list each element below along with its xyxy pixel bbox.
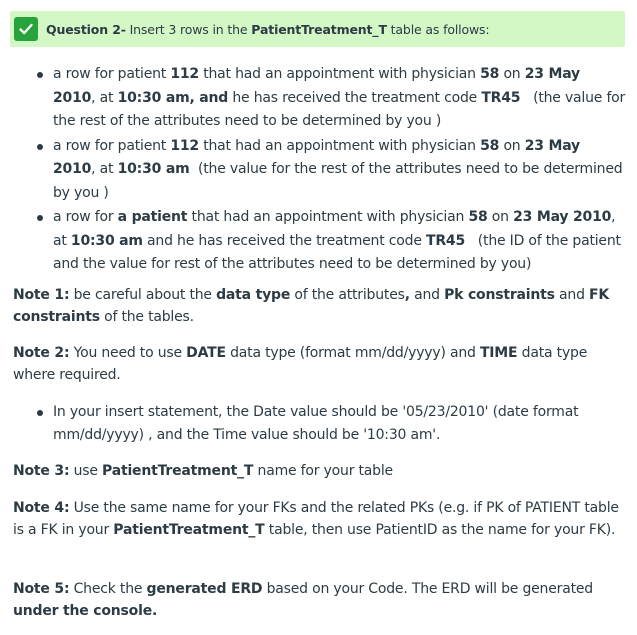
- text: under the console.: [13, 603, 158, 619]
- question-text-pre: Insert 3 rows in the: [125, 21, 252, 37]
- physician-id: 58: [468, 209, 488, 225]
- note-label: Note 4:: [13, 500, 70, 516]
- note-label: Note 1:: [13, 287, 70, 303]
- text: a row for patient: [53, 137, 171, 154]
- treatment-code: TR45: [481, 89, 521, 106]
- text: he has received the treatment code: [228, 89, 482, 106]
- text: ,: [404, 287, 410, 303]
- text: data type (format mm/dd/yyyy) and: [225, 345, 480, 361]
- patient-id: 112: [170, 137, 199, 154]
- text: of the tables.: [99, 309, 194, 325]
- text: on: [499, 66, 525, 82]
- bullet-dot: [37, 410, 43, 416]
- check-icon: [14, 17, 38, 41]
- question-label: Question 2-: [46, 21, 126, 37]
- row-requirements-list: [10, 63, 630, 277]
- list-item: [10, 401, 626, 447]
- text: DATE: [186, 345, 226, 361]
- bullet-dot: [37, 215, 43, 221]
- text: on: [487, 209, 514, 225]
- question-text-post: table as follows:: [386, 21, 490, 37]
- text: Pk constraints: [444, 287, 555, 303]
- text: and he has received the treatment code: [142, 232, 426, 249]
- note-5: [13, 578, 625, 622]
- text: of the attributes: [290, 287, 405, 303]
- note-2: [13, 342, 625, 386]
- bullet-dot: [37, 144, 43, 150]
- note-label: Note 5:: [13, 581, 70, 597]
- text: , at: [53, 209, 616, 249]
- text: (the value for the rest of the attributes need to be determined by you ): [53, 161, 627, 201]
- note-2-sublist: [10, 401, 626, 447]
- note-label: Note 3:: [13, 463, 70, 479]
- appointment-time: 10:30 am: [117, 161, 190, 177]
- text: a row for: [53, 209, 118, 225]
- list-item: [10, 63, 630, 134]
- text: on: [499, 137, 525, 154]
- appointment-time: 10:30 am: [117, 89, 190, 106]
- patient-id: 112: [170, 66, 199, 82]
- text: Use the same name for your FKs and the related PKs (e.g. if PK of PATIENT table is a FK in your: [13, 500, 619, 538]
- text: name for your table: [253, 463, 393, 479]
- text: a row for patient: [53, 66, 171, 82]
- text: PatientTreatment_T: [113, 522, 265, 538]
- text: (the ID of the patient and the value for rest of the attributes need to be determined by you): [53, 232, 626, 272]
- question-header: [10, 11, 625, 47]
- list-item: [10, 135, 626, 206]
- physician-id: 58: [480, 137, 500, 154]
- text: You need to use: [69, 345, 187, 361]
- text: use: [69, 463, 103, 479]
- text: data type: [216, 287, 291, 303]
- note-3: [13, 460, 625, 482]
- physician-id: 58: [480, 66, 500, 82]
- appointment-time: 10:30 am: [70, 232, 143, 249]
- note-label: Note 2:: [13, 345, 70, 361]
- text: PatientTreatment_T: [102, 463, 254, 479]
- text: Check the: [69, 581, 147, 597]
- note-1: [13, 284, 625, 328]
- text: FK constraints: [13, 287, 610, 325]
- patient-ref: a patient: [117, 209, 188, 225]
- text: table, then use PatientID as the name for your FK).: [264, 522, 616, 538]
- text: TIME: [479, 345, 518, 361]
- text: , and: [189, 89, 229, 106]
- list-item: [10, 206, 626, 277]
- text: data type where required.: [13, 345, 588, 383]
- text: that had an appointment with physician: [198, 66, 481, 82]
- text: , at: [91, 89, 118, 106]
- appointment-date: 23 May 2010: [53, 66, 580, 106]
- text: generated ERD: [146, 581, 263, 597]
- appointment-date: 23 May 2010: [53, 137, 580, 177]
- text: , at: [91, 161, 118, 177]
- text: based on your Code. The ERD will be generated: [262, 581, 593, 597]
- text: and: [409, 287, 445, 303]
- question-title: [46, 22, 490, 37]
- text: that had an appointment with physician: [187, 209, 469, 225]
- text: (the value for the rest of the attributes need to be determined by you ): [53, 89, 630, 129]
- appointment-date: 23 May 2010: [513, 209, 612, 225]
- text: that had an appointment with physician: [198, 137, 481, 154]
- question-table-name: PatientTreatment_T: [251, 21, 387, 37]
- text: In your insert statement, the Date value should be '05/23/2010' (date format mm/dd/yyyy) , and the Time value should be '10:30 am'.: [53, 404, 579, 443]
- treatment-code: TR45: [426, 232, 466, 249]
- text: and: [554, 287, 590, 303]
- bullet-dot: [37, 72, 43, 78]
- note-4: [13, 497, 625, 541]
- text: be careful about the: [69, 287, 217, 303]
